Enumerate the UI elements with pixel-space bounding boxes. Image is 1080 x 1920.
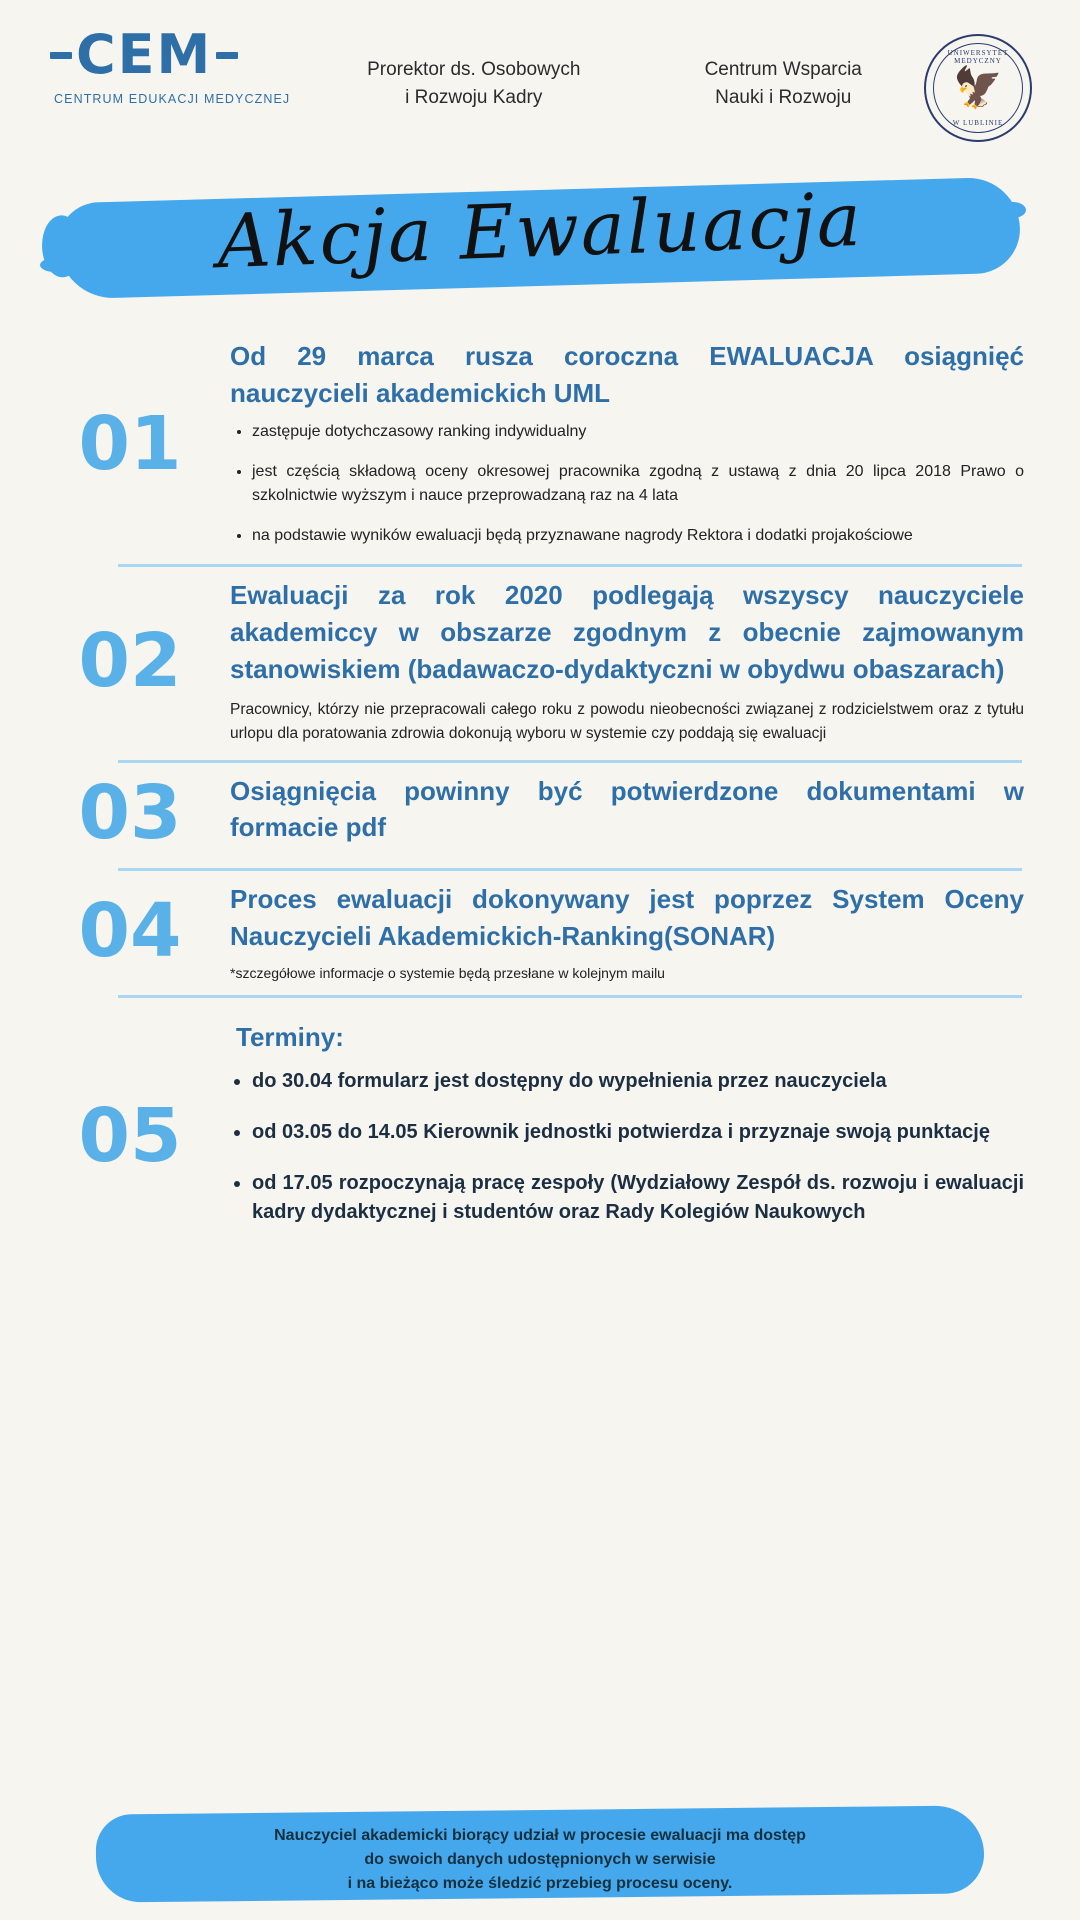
header-text-block (305, 28, 924, 111)
section-heading-02: Ewaluacji za rok 2020 podlegają wszyscy nauczyciele akademiccy w obszarze zgodnym z obecnie zajmowanym stanowiskiem (badawaczo-dydaktyczni w obydwu obaszarach) (230, 579, 1024, 684)
footer-line-3: i na bieżąco może śledzić przebieg procesu oceny. (347, 1875, 733, 1892)
section-divider-1 (118, 564, 1022, 567)
section-number-05: 05 (78, 1092, 182, 1179)
prorektor-line-2: i Rozwoju Kadry (405, 86, 543, 108)
section-heading-01: Od 29 marca rusza coroczna EWALUACJA osiągnięć nauczycieli akademickich UML (230, 341, 1024, 408)
centrum-line-2: Nauki i Rozwoju (715, 86, 852, 108)
university-crest-icon (924, 34, 1032, 142)
logo-subtitle: CENTRUM EDUKACJI MEDYCZNEJ (54, 92, 291, 106)
page-title: Akcja Ewaluacja (215, 176, 865, 286)
section-number-02: 02 (78, 618, 182, 705)
footer-line-2: do swoich danych udostępnionych w serwisie (364, 1851, 716, 1868)
section-heading-04: Proces ewaluacji dokonywany jest poprzez System Oceny Nauczycieli Akademickich-Ranking(SONAR) (230, 884, 1024, 952)
section-small-note-04: *szczegółowe informacje o systemie będą przesłane w kolejnym mailu (230, 965, 665, 982)
list-item: • do 30.04 formularz jest dostępny do wypełnienia przez nauczyciela (252, 1067, 1024, 1096)
section-number-01: 01 (78, 400, 182, 487)
section-04 (30, 875, 1050, 991)
section-divider-2 (118, 760, 1022, 763)
page-footer (0, 1800, 1080, 1920)
page-header (0, 0, 1080, 150)
section-divider-3 (118, 868, 1022, 871)
section-heading-03: Osiągnięcia powinny być potwierdzone dokumentami w formacie pdf (230, 775, 1024, 843)
footer-text (0, 1824, 1080, 1896)
section-body-04 (230, 881, 1050, 981)
section-05 (30, 1002, 1050, 1259)
prorektor-line-1: Prorektor ds. Osobowych (367, 59, 581, 80)
header-column-prorektor (367, 56, 580, 111)
section-note-02: Pracownicy, którzy nie przepracowali całego roku z powodu nieobecności związanej z rodzicielstwem oraz z tytułu urlopu dla poratowania zdrowia dokonują wyboru w systemie czy poddają się ewaluacji (230, 700, 1024, 742)
section-body-05 (230, 1022, 1050, 1249)
cem-logo (40, 23, 305, 106)
title-banner (0, 172, 1080, 332)
section-subheading-terminy: Terminy: (236, 1022, 344, 1053)
section-body-02 (230, 577, 1050, 746)
section-01 (30, 332, 1050, 560)
logo-dash-right (216, 52, 238, 59)
list-item: • jest częścią składową oceny okresowej pracownika zgodną z ustawą z dnia 20 lipca 2018 Prawo o szkolnictwie wyższym i nauce przeprowadzaną raz na 4 lata (252, 460, 1024, 508)
header-column-centrum (705, 56, 862, 111)
section-number-03: 03 (78, 770, 182, 857)
section-02 (30, 571, 1050, 756)
logo-mark (50, 23, 305, 86)
section-body-03 (230, 773, 1050, 855)
section-bullets-01 (230, 420, 1024, 548)
logo-dash-left (50, 52, 72, 59)
section-number-04: 04 (78, 888, 182, 975)
section-bullets-05 (230, 1067, 1024, 1227)
eagle-icon: 🦅 (953, 66, 1003, 110)
section-03 (30, 767, 1050, 865)
section-body-01 (230, 338, 1050, 550)
centrum-line-1: Centrum Wsparcia (704, 59, 862, 80)
section-divider-4 (118, 995, 1022, 998)
crest-bottom-text: W LUBLINIE (952, 119, 1004, 127)
crest-top-text: UNIWERSYTET MEDYCZNY (947, 49, 1009, 65)
list-item: • na podstawie wyników ewaluacji będą przyznawane nagrody Rektora i dodatki projakościowe (252, 524, 1024, 548)
main-content (0, 332, 1080, 1259)
footer-line-1: Nauczyciel akademicki biorący udział w procesie ewaluacji ma dostęp (274, 1827, 806, 1844)
list-item: • od 03.05 do 14.05 Kierownik jednostki potwierdza i przyznaje swoją punktację (252, 1118, 1024, 1147)
list-item: • zastępuje dotychczasowy ranking indywidualny (252, 420, 1024, 444)
logo-mark-text: CEM (76, 23, 213, 86)
list-item: • od 17.05 rozpoczynają pracę zespoły (Wydziałowy Zespół ds. rozwoju i ewaluacji kadry dydaktycznej i studentów oraz Rady Kolegiów Naukowych (252, 1169, 1024, 1227)
